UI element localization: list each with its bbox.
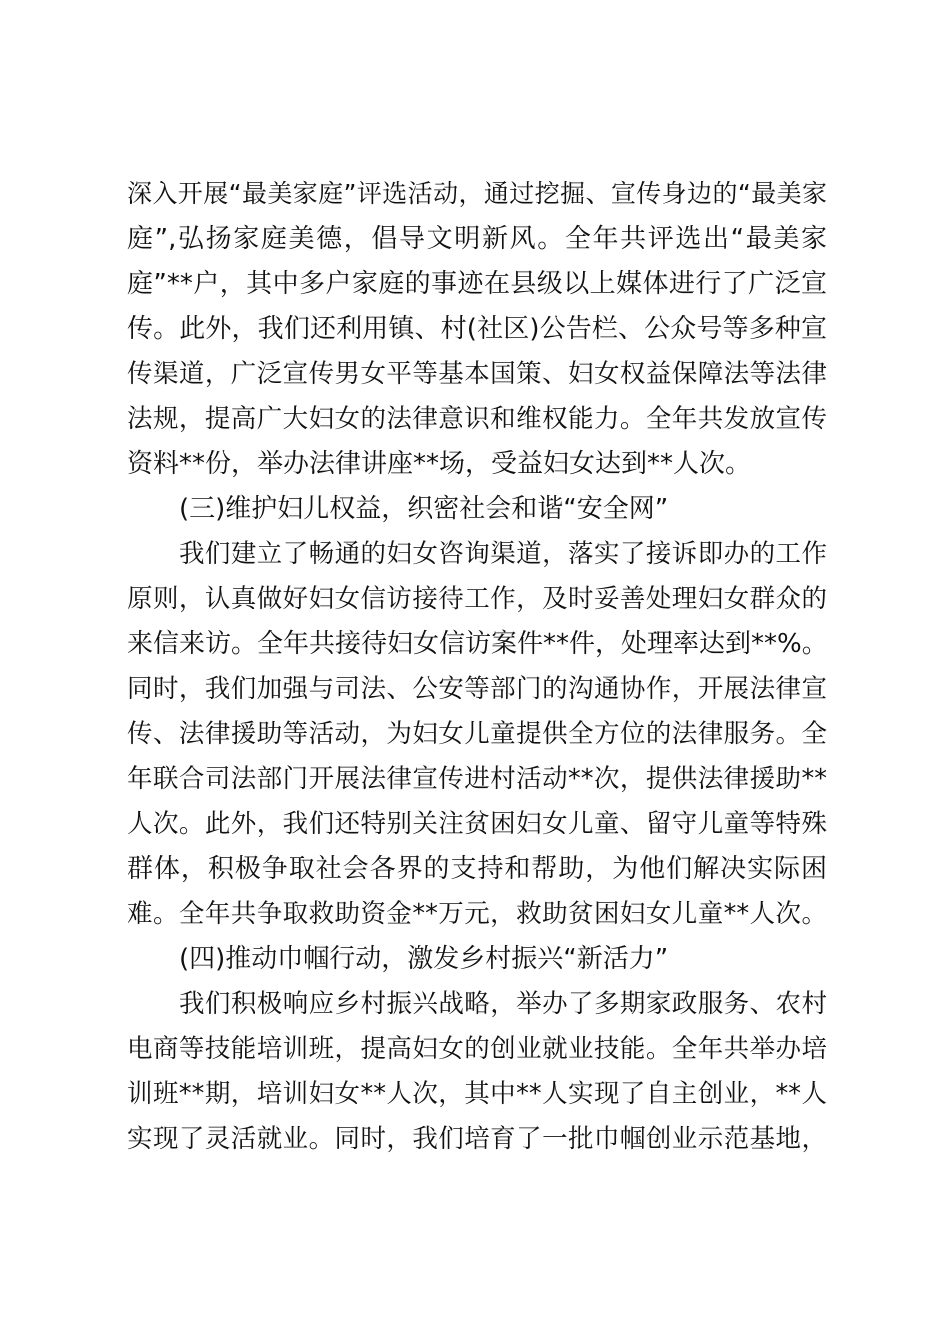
- paragraph-line: 群体，积极争取社会各界的支持和帮助，为他们解决实际困: [127, 854, 827, 884]
- paragraph-line: 实现了灵活就业。同时，我们培育了一批巾帼创业示范基地，: [127, 1124, 827, 1154]
- paragraph-line: 庭”**户，其中多户家庭的事迹在县级以上媒体进行了广泛宣: [127, 269, 827, 299]
- paragraph-line: 难。全年共争取救助资金**万元，救助贫困妇女儿童**人次。: [127, 899, 827, 929]
- paragraph-line: 我们建立了畅通的妇女咨询渠道，落实了接诉即办的工作: [179, 539, 827, 569]
- paragraph-line: 传。此外，我们还利用镇、村(社区)公告栏、公众号等多种宣: [127, 314, 827, 344]
- paragraph-line: 原则，认真做好妇女信访接待工作，及时妥善处理妇女群众的: [127, 584, 827, 614]
- paragraph-line: 传、法律援助等活动，为妇女儿童提供全方位的法律服务。全: [127, 719, 827, 749]
- paragraph-line: 来信来访。全年共接待妇女信访案件**件，处理率达到**%。: [127, 629, 828, 659]
- paragraph-line: 年联合司法部门开展法律宣传进村活动**次，提供法律援助**: [127, 764, 827, 794]
- paragraph-line: 同时，我们加强与司法、公安等部门的沟通协作，开展法律宣: [127, 674, 827, 704]
- paragraph-line: 电商等技能培训班，提高妇女的创业就业技能。全年共举办培: [127, 1034, 827, 1064]
- paragraph-line: 法规，提高广大妇女的法律意识和维权能力。全年共发放宣传: [127, 404, 827, 434]
- paragraph-line: 人次。此外，我们还特别关注贫困妇女儿童、留守儿童等特殊: [127, 809, 827, 839]
- paragraph-line: 庭”,弘扬家庭美德，倡导文明新风。全年共评选出“最美家: [127, 224, 827, 254]
- section-heading: (三)维护妇儿权益，织密社会和谐“安全网”: [179, 494, 669, 524]
- section-heading: (四)推动巾帼行动，激发乡村振兴“新活力”: [179, 944, 669, 974]
- paragraph-line: 资料**份，举办法律讲座**场，受益妇女达到**人次。: [127, 449, 752, 479]
- paragraph-line: 我们积极响应乡村振兴战略，举办了多期家政服务、农村: [179, 989, 827, 1019]
- paragraph-line: 深入开展“最美家庭”评选活动，通过挖掘、宣传身边的“最美家: [127, 179, 827, 208]
- paragraph-line: 训班**期，培训妇女**人次，其中**人实现了自主创业，**人: [127, 1079, 827, 1109]
- paragraph-line: 传渠道，广泛宣传男女平等基本国策、妇女权益保障法等法律: [127, 359, 827, 389]
